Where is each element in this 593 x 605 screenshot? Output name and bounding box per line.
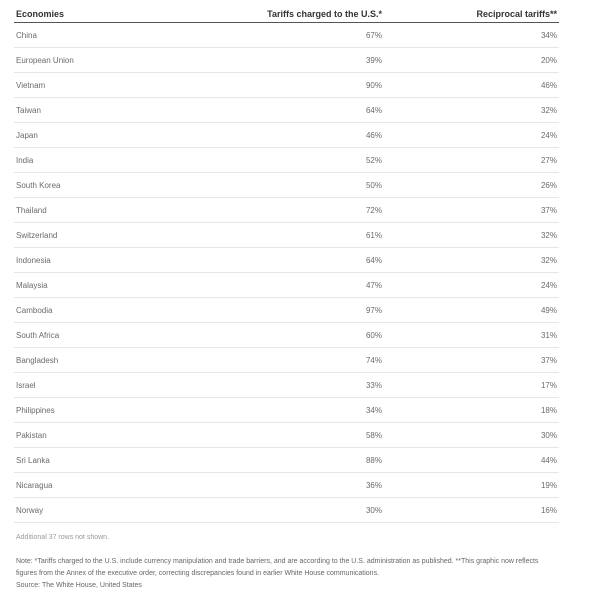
economy-cell: Philippines — [14, 398, 214, 423]
tariffs-charged-cell: 67% — [214, 23, 384, 48]
tariff-table — [14, 5, 559, 523]
table-row — [14, 473, 559, 498]
table-row — [14, 498, 559, 523]
tariffs-charged-cell: 50% — [214, 173, 384, 198]
table-row — [14, 198, 559, 223]
economy-cell: South Africa — [14, 323, 214, 348]
tariffs-charged-cell: 30% — [214, 498, 384, 523]
hidden-rows-note: Additional 37 rows not shown. — [16, 534, 109, 541]
reciprocal-tariff-cell: 31% — [384, 323, 559, 348]
table-row — [14, 273, 559, 298]
reciprocal-tariff-cell: 37% — [384, 198, 559, 223]
table-body — [14, 23, 559, 523]
header-row — [14, 5, 559, 23]
tariffs-charged-cell: 47% — [214, 273, 384, 298]
tariffs-charged-cell: 36% — [214, 473, 384, 498]
table-row — [14, 373, 559, 398]
economy-cell: Switzerland — [14, 223, 214, 248]
table-header — [14, 5, 559, 23]
economy-cell: Japan — [14, 123, 214, 148]
tariffs-charged-cell: 58% — [214, 423, 384, 448]
tariffs-charged-cell: 88% — [214, 448, 384, 473]
tariffs-charged-cell: 52% — [214, 148, 384, 173]
table-row — [14, 398, 559, 423]
table-row — [14, 348, 559, 373]
economy-cell: Vietnam — [14, 73, 214, 98]
column-header-reciprocal-tariffs: Reciprocal tariffs** — [384, 5, 559, 23]
column-header-tariffs-charged: Tariffs charged to the U.S.* — [214, 5, 384, 23]
economy-cell: European Union — [14, 48, 214, 73]
table-row — [14, 248, 559, 273]
tariffs-charged-cell: 60% — [214, 323, 384, 348]
economy-cell: Pakistan — [14, 423, 214, 448]
table-row — [14, 148, 559, 173]
economy-cell: South Korea — [14, 173, 214, 198]
tariffs-charged-cell: 90% — [214, 73, 384, 98]
reciprocal-tariff-cell: 20% — [384, 48, 559, 73]
reciprocal-tariff-cell: 19% — [384, 473, 559, 498]
table-row — [14, 48, 559, 73]
tariffs-charged-cell: 33% — [214, 373, 384, 398]
reciprocal-tariff-cell: 37% — [384, 348, 559, 373]
reciprocal-tariff-cell: 24% — [384, 123, 559, 148]
reciprocal-tariff-cell: 34% — [384, 23, 559, 48]
economy-cell: India — [14, 148, 214, 173]
reciprocal-tariff-cell: 32% — [384, 98, 559, 123]
tariffs-charged-cell: 34% — [214, 398, 384, 423]
reciprocal-tariff-cell: 32% — [384, 223, 559, 248]
reciprocal-tariff-cell: 30% — [384, 423, 559, 448]
reciprocal-tariff-cell: 27% — [384, 148, 559, 173]
tariff-table-figure — [0, 5, 593, 605]
tariffs-charged-cell: 61% — [214, 223, 384, 248]
table-row — [14, 23, 559, 48]
economy-cell: Bangladesh — [14, 348, 214, 373]
table-row — [14, 298, 559, 323]
tariffs-charged-cell: 39% — [214, 48, 384, 73]
economy-cell: Nicaragua — [14, 473, 214, 498]
table-row — [14, 173, 559, 198]
reciprocal-tariff-cell: 32% — [384, 248, 559, 273]
table-row — [14, 448, 559, 473]
table-row — [14, 223, 559, 248]
tariffs-charged-cell: 97% — [214, 298, 384, 323]
table-row — [14, 123, 559, 148]
tariffs-charged-cell: 72% — [214, 198, 384, 223]
column-header-economies: Economies — [14, 5, 214, 23]
reciprocal-tariff-cell: 49% — [384, 298, 559, 323]
economy-cell: Israel — [14, 373, 214, 398]
economy-cell: Malaysia — [14, 273, 214, 298]
tariffs-charged-cell: 74% — [214, 348, 384, 373]
tariffs-charged-cell: 64% — [214, 98, 384, 123]
tariffs-charged-cell: 46% — [214, 123, 384, 148]
economy-cell: Thailand — [14, 198, 214, 223]
table-row — [14, 423, 559, 448]
economy-cell: Cambodia — [14, 298, 214, 323]
source-line: Source: The White House, United States — [16, 582, 142, 589]
table-row — [14, 73, 559, 98]
table-row — [14, 98, 559, 123]
reciprocal-tariff-cell: 18% — [384, 398, 559, 423]
footnote: Note: *Tariffs charged to the U.S. include currency manipulation and trade barriers, and are according to the U.S. administration as published. **This graphic now reflects figures from the Annex of the executive order, correcting discrepancies found in earlier White House communications. — [16, 558, 539, 577]
reciprocal-tariff-cell: 17% — [384, 373, 559, 398]
economy-cell: Taiwan — [14, 98, 214, 123]
reciprocal-tariff-cell: 44% — [384, 448, 559, 473]
economy-cell: Sri Lanka — [14, 448, 214, 473]
economy-cell: China — [14, 23, 214, 48]
reciprocal-tariff-cell: 46% — [384, 73, 559, 98]
reciprocal-tariff-cell: 24% — [384, 273, 559, 298]
economy-cell: Norway — [14, 498, 214, 523]
table-row — [14, 323, 559, 348]
reciprocal-tariff-cell: 16% — [384, 498, 559, 523]
reciprocal-tariff-cell: 26% — [384, 173, 559, 198]
tariffs-charged-cell: 64% — [214, 248, 384, 273]
economy-cell: Indonesia — [14, 248, 214, 273]
